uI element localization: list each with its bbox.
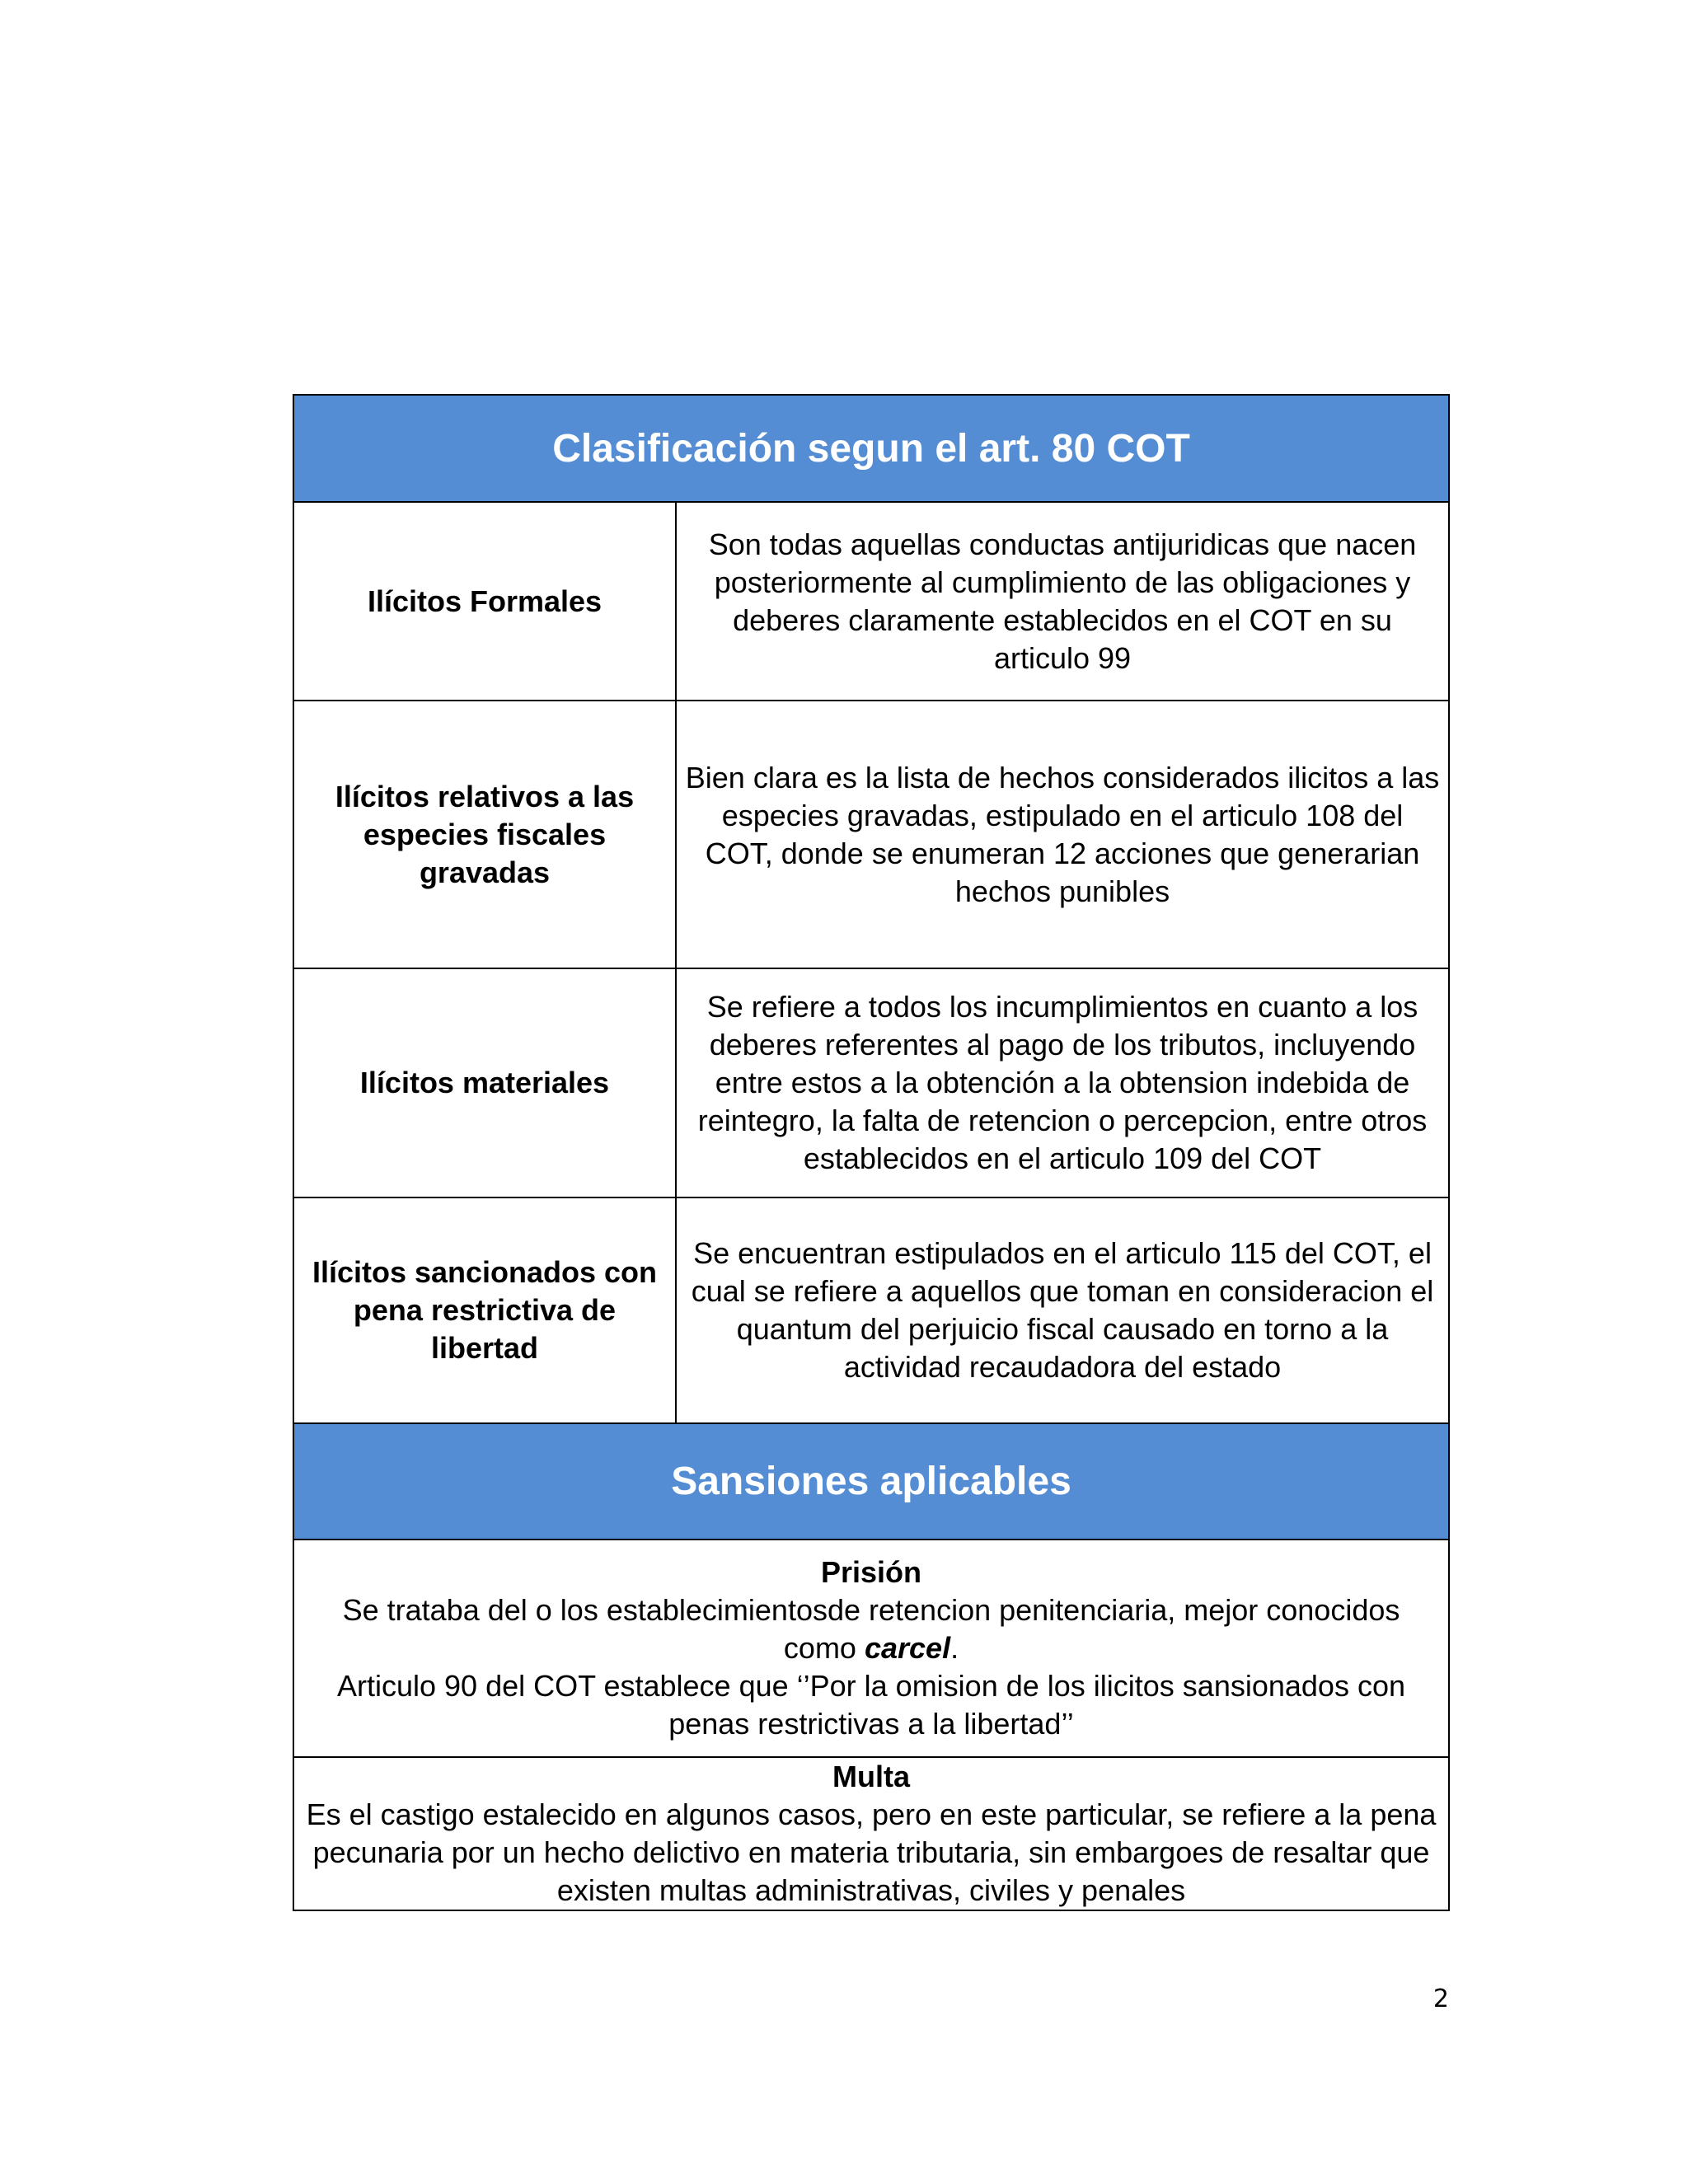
row-description: Son todas aquellas conductas antijuridicas que nacen posteriormente al cumplimiento de las obligaciones y deberes claramente establecidos en el COT en su articulo 99	[676, 502, 1449, 701]
row-description: Bien clara es la lista de hechos considerados ilicitos a las especies gravadas, estipulado en el articulo 108 del COT, donde se enumeran 12 acciones que generarian hechos punibles	[676, 701, 1449, 968]
prision-line1-end: .	[950, 1631, 959, 1665]
sanctions-header: Sansiones aplicables	[293, 1423, 1449, 1540]
table-row	[293, 1197, 1449, 1423]
row-label: Ilícitos Formales	[293, 502, 676, 701]
multa-text: Es el castigo estalecido en algunos casos, pero en este particular, se refiere a la pena pecunaria por un hecho delictivo en materia tributaria, sin embargoes de resaltar que existen multas administrativas, civiles y penales	[306, 1797, 1437, 1907]
table-row	[293, 701, 1449, 968]
prision-line1: Se trataba del o los establecimientosde retencion penitenciaria, mejor conocidos como	[342, 1593, 1400, 1665]
prision-cell	[293, 1540, 1449, 1757]
row-description: Se refiere a todos los incumplimientos en cuanto a los deberes referentes al pago de los tributos, incluyendo entre estos a la obtención a la obtension indebida de reintegro, la falta de retencion o percepcion, entre otros establecidos en el articulo 109 del COT	[676, 968, 1449, 1197]
page-number: 2	[1432, 1985, 1449, 2013]
prision-row	[293, 1540, 1449, 1757]
table-row	[293, 968, 1449, 1197]
multa-title: Multa	[832, 1760, 910, 1793]
row-description: Se encuentran estipulados en el articulo 115 del COT, el cual se refiere a aquellos que toman en consideracion el quantum del perjuicio fiscal causado en torno a la actividad recaudadora del estado	[676, 1197, 1449, 1423]
prision-title: Prisión	[820, 1555, 922, 1589]
row-label: Ilícitos materiales	[293, 968, 676, 1197]
prision-emphasis: carcel	[864, 1631, 951, 1665]
classification-table	[293, 394, 1450, 1911]
row-label: Ilícitos relativos a las especies fiscales gravadas	[293, 701, 676, 968]
classification-header-row	[293, 395, 1449, 502]
classification-header: Clasificación segun el art. 80 COT	[293, 395, 1449, 502]
table-row	[293, 502, 1449, 701]
multa-row	[293, 1757, 1449, 1910]
multa-cell	[293, 1757, 1449, 1910]
row-label: Ilícitos sancionados con pena restrictiva de libertad	[293, 1197, 676, 1423]
prision-line2: Articulo 90 del COT establece que ‘’Por la omision de los ilicitos sansionados con penas restrictivas a la libertad’’	[336, 1669, 1406, 1741]
sanctions-header-row	[293, 1423, 1449, 1540]
